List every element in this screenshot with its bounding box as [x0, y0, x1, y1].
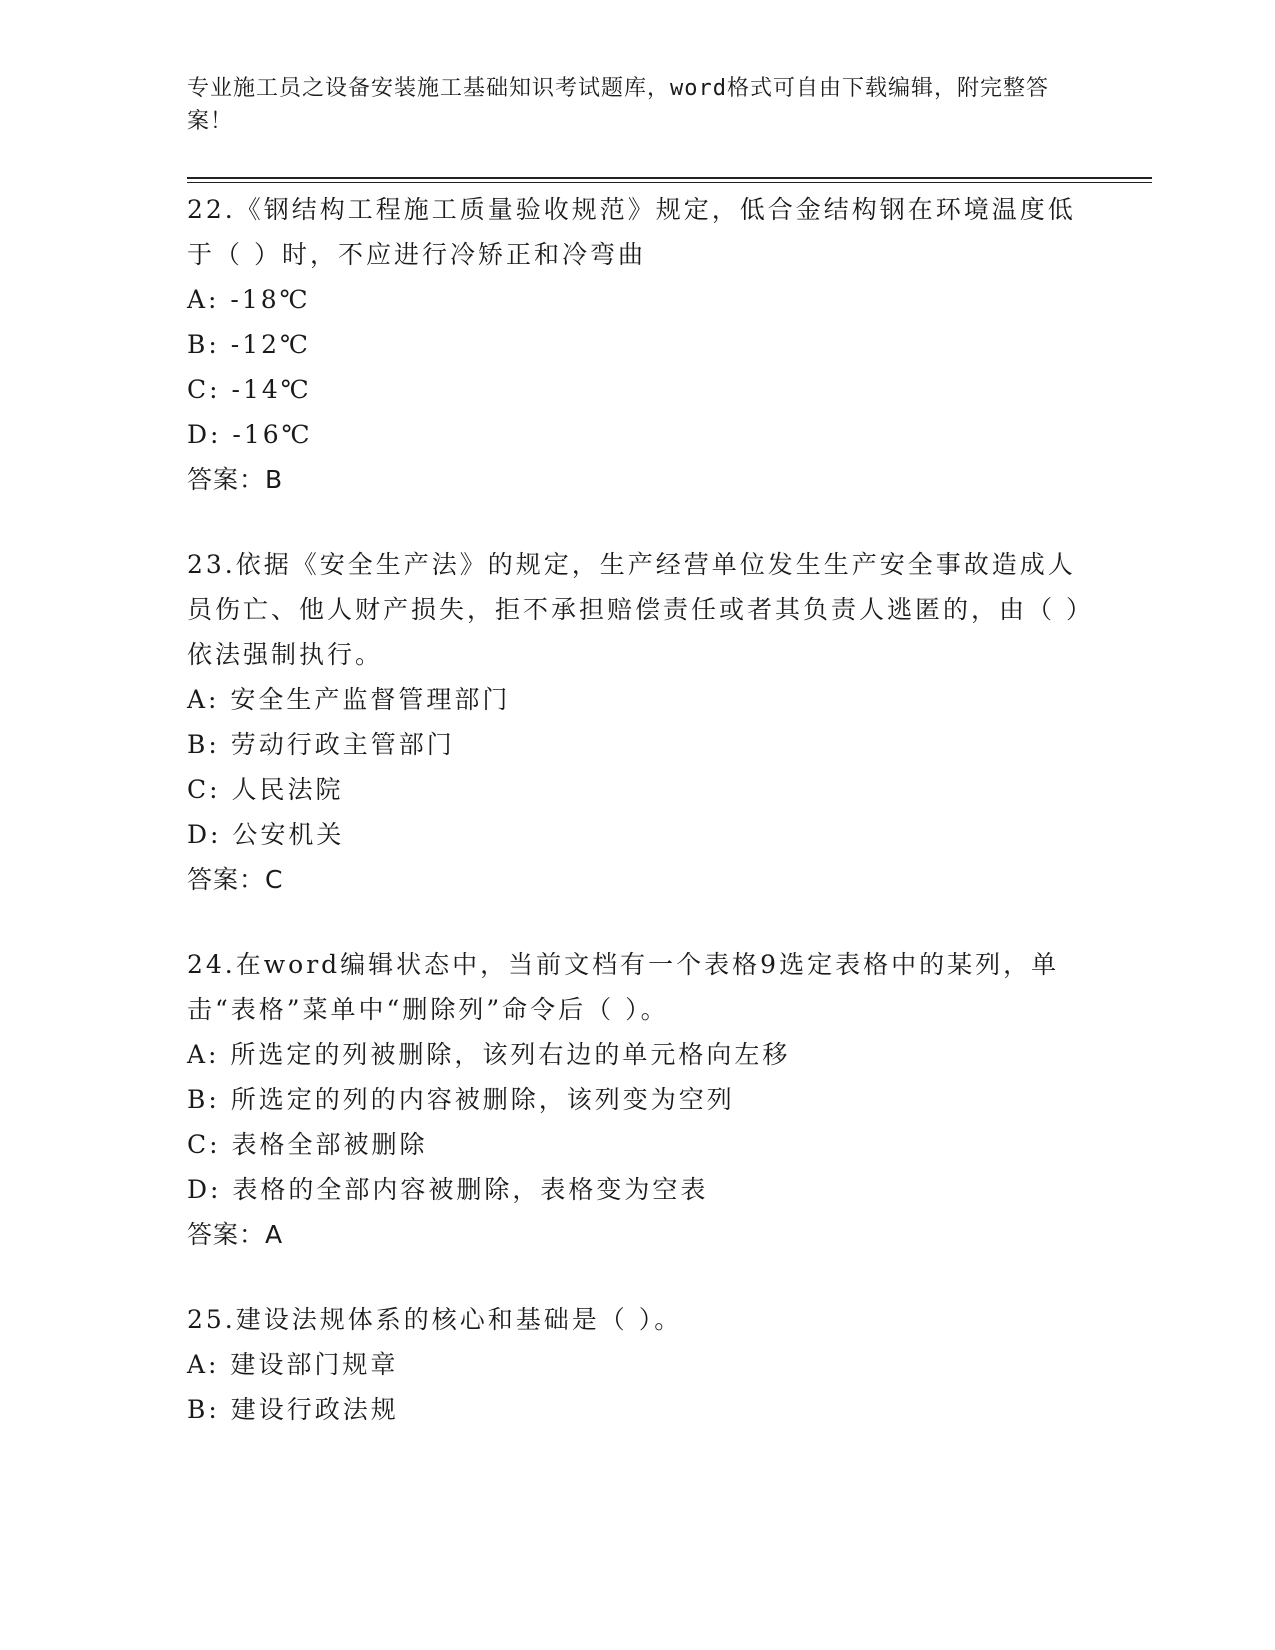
question-23 — [187, 542, 1087, 902]
question-stem: 22.《钢结构工程施工质量验收规范》规定，低合金结构钢在环境温度低于（ ）时，不应进行冷矫正和冷弯曲 — [187, 195, 1076, 269]
question-stem: 23.依据《安全生产法》的规定，生产经营单位发生生产安全事故造成人员伤亡、他人财产损失，拒不承担赔偿责任或者其负责人逃匿的，由（ ）依法强制执行。 — [187, 550, 1082, 669]
option-d: D: 表格的全部内容被删除，表格变为空表 — [187, 1175, 709, 1204]
question-stem: 25.建设法规体系的核心和基础是（ ）。 — [187, 1305, 683, 1334]
question-24 — [187, 942, 1087, 1257]
option-c: C: 人民法院 — [187, 775, 344, 804]
option-b: B: 劳动行政主管部门 — [187, 730, 455, 759]
question-stem: 24.在word编辑状态中，当前文档有一个表格9选定表格中的某列，单击“表格”菜单中“删除列”命令后（ ）。 — [187, 950, 1060, 1024]
header-divider-thick — [187, 177, 1152, 179]
option-a: A: -18℃ — [187, 285, 311, 314]
answer: 答案：C — [187, 865, 284, 894]
option-a: A: 所选定的列被删除，该列右边的单元格向左移 — [187, 1040, 791, 1069]
option-c: C: 表格全部被删除 — [187, 1130, 428, 1159]
option-a: A: 建设部门规章 — [187, 1350, 399, 1379]
option-b: B: -12℃ — [187, 330, 311, 359]
header-divider-thin — [187, 182, 1152, 183]
option-d: D: -16℃ — [187, 420, 313, 449]
option-c: C: -14℃ — [187, 375, 312, 404]
option-b: B: 建设行政法规 — [187, 1395, 399, 1424]
question-25 — [187, 1297, 1087, 1432]
answer: 答案：B — [187, 465, 284, 494]
document-header: 专业施工员之设备安装施工基础知识考试题库，word格式可自由下载编辑，附完整答案！ — [187, 76, 1049, 134]
option-a: A: 安全生产监督管理部门 — [187, 685, 511, 714]
option-d: D: 公安机关 — [187, 820, 345, 849]
option-b: B: 所选定的列的内容被删除，该列变为空列 — [187, 1085, 735, 1114]
answer: 答案：A — [187, 1220, 284, 1249]
question-list — [187, 187, 1087, 1472]
question-22 — [187, 187, 1087, 502]
